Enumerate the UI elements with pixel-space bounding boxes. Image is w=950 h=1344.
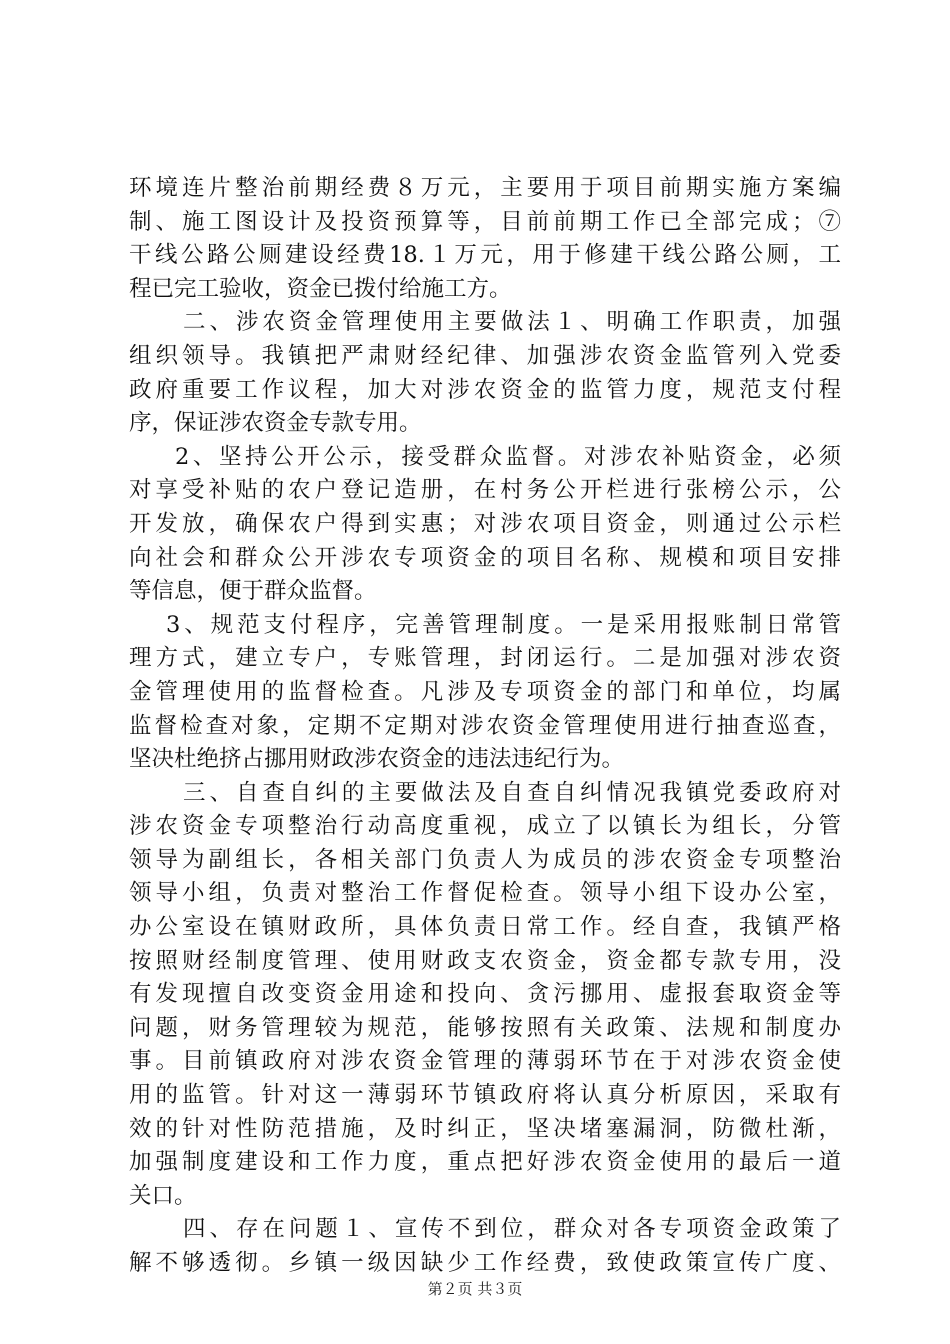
text-line: 办公室设在镇财政所，具体负责日常工作。经自查，我镇严格 (129, 914, 841, 941)
text-line: 坚决杜绝挤占挪用财政涉农资金的违法违纪行为。 (129, 746, 625, 773)
text-line: 领导为副组长，各相关部门负责人为成员的涉农资金专项整治 (129, 846, 841, 873)
text-line: 政府重要工作议程，加大对涉农资金的监管力度，规范支付程 (129, 376, 841, 403)
text-line: 用的监管。针对这一薄弱环节镇政府将认真分析原因，采取有 (129, 1082, 841, 1109)
text-line: 理方式，建立专户，专账管理，封闭运行。二是加强对涉农资 (129, 645, 841, 672)
paragraph-first-line: 3、规范支付程序，完善管理制度。一是采用报账制日常管 (166, 611, 841, 638)
text-line: 有发现擅自改变资金用途和投向、贪污挪用、虚报套取资金等 (129, 981, 841, 1008)
text-line: 金管理使用的监督检查。凡涉及专项资金的部门和单位，均属 (129, 678, 841, 705)
paragraph-first-line: 二、涉农资金管理使用主要做法１、明确工作职责，加强 (183, 309, 841, 336)
text-line: 效的针对性防范措施，及时纠正，坚决堵塞漏洞，防微杜渐， (129, 1115, 841, 1142)
text-line: 按照财经制度管理、使用财政支农资金，资金都专款专用，没 (129, 947, 841, 974)
text-line: 对享受补贴的农户登记造册，在村务公开栏进行张榜公示，公 (129, 477, 841, 504)
paragraph-first-line: 四、存在问题１、宣传不到位，群众对各专项资金政策了 (183, 1216, 841, 1243)
text-line: 等信息，便于群众监督。 (129, 578, 377, 605)
document-body (129, 172, 841, 1281)
text-line: 环境连片整治前期经费８万元，主要用于项目前期实施方案编 (129, 175, 841, 201)
text-line: 解不够透彻。乡镇一级因缺少工作经费，致使政策宣传广度、 (129, 1250, 841, 1276)
text-line: 监督检查对象，定期不定期对涉农资金管理使用进行抽查巡查， (129, 712, 841, 739)
text-line: 加强制度建设和工作力度，重点把好涉农资金使用的最后一道 (129, 1149, 841, 1176)
text-line: 制、施工图设计及投资预算等，目前前期工作已全部完成；⑦ (129, 208, 841, 235)
page-number-footer: 第２页 共３页 (427, 1280, 523, 1298)
text-line: 开发放，确保农户得到实惠；对涉农项目资金，则通过公示栏 (129, 510, 841, 537)
text-line: 涉农资金专项整治行动高度重视，成立了以镇长为组长，分管 (129, 813, 841, 840)
text-line: 向社会和群众公开涉农专项资金的项目名称、规模和项目安排 (129, 544, 841, 571)
text-line: 组织领导。我镇把严肃财经纪律、加强涉农资金监管列入党委 (129, 342, 841, 369)
paragraph-first-line: 2、坚持公开公示，接受群众监督。对涉农补贴资金，必须 (175, 443, 841, 470)
paragraph-first-line: 三、自查自纠的主要做法及自查自纠情况我镇党委政府对 (183, 779, 841, 806)
text-line: 程已完工验收，资金已拨付给施工方。 (129, 275, 512, 302)
text-line: 问题，财务管理较为规范，能够按照有关政策、法规和制度办 (129, 1014, 841, 1041)
text-line: 序，保证涉农资金专款专用。 (129, 410, 422, 437)
text-line: 干线公路公厕建设经费18.１万元，用于修建干线公路公厕，工 (129, 242, 841, 269)
text-line: 关口。 (129, 1182, 197, 1209)
text-line: 领导小组，负责对整治工作督促检查。领导小组下设办公室， (129, 880, 841, 907)
text-line: 事。目前镇政府对涉农资金管理的薄弱环节在于对涉农资金使 (129, 1048, 841, 1075)
